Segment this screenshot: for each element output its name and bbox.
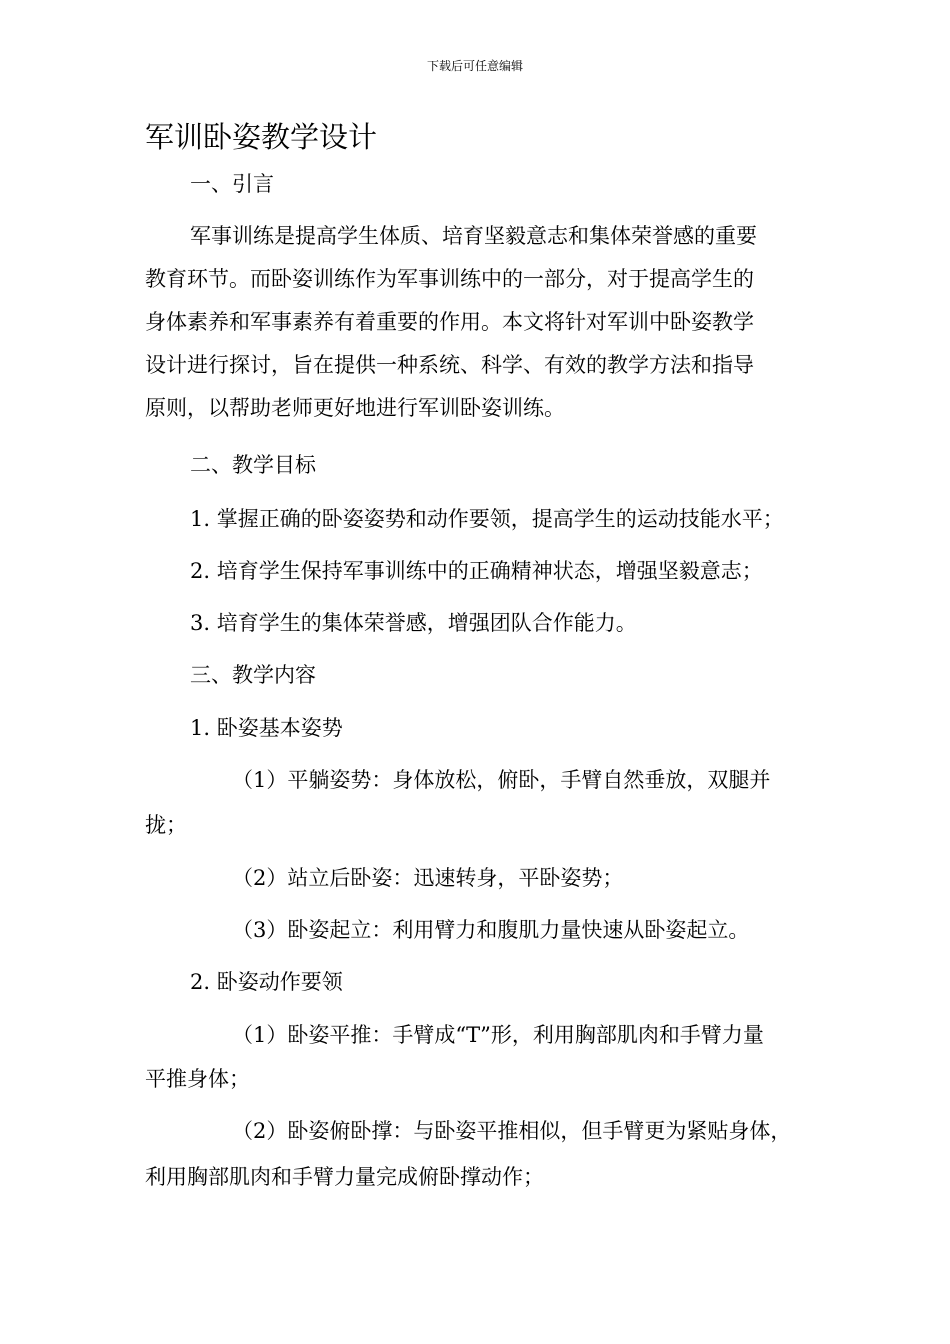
list-item: （2）站立后卧姿：迅速转身，平卧姿势；: [232, 866, 624, 890]
paragraph-line: 身体素养和军事素养有着重要的作用。本文将针对军训中卧姿教学: [145, 310, 754, 334]
list-item: 3. 培育学生的集体荣誉感，增强团队合作能力。: [190, 611, 637, 635]
paragraph-line: 设计进行探讨，旨在提供一种系统、科学、有效的教学方法和指导: [145, 353, 754, 377]
list-item: 1. 掌握正确的卧姿姿势和动作要领，提高学生的运动技能水平；: [190, 507, 784, 531]
section-heading-intro: 一、引言: [190, 172, 274, 196]
paragraph-line: 军事训练是提高学生体质、培育坚毅意志和集体荣誉感的重要: [190, 224, 757, 248]
list-item-continuation: 平推身体；: [145, 1067, 250, 1091]
subsection-heading: 1. 卧姿基本姿势: [190, 716, 343, 740]
list-item-continuation: 拢；: [145, 813, 187, 837]
section-heading-goals: 二、教学目标: [190, 453, 316, 477]
paragraph-line: 原则，以帮助老师更好地进行军训卧姿训练。: [145, 396, 565, 420]
section-heading-content: 三、教学内容: [190, 663, 316, 687]
list-item: （3）卧姿起立：利用臂力和腹肌力量快速从卧姿起立。: [232, 918, 750, 942]
list-item: （2）卧姿俯卧撑：与卧姿平推相似，但手臂更为紧贴身体，: [232, 1119, 792, 1143]
page-header: 下载后可任意编辑: [426, 59, 523, 73]
document-title: 军训卧姿教学设计: [145, 120, 378, 154]
list-item-continuation: 利用胸部肌肉和手臂力量完成俯卧撑动作；: [145, 1165, 544, 1189]
list-item: （1）卧姿平推：手臂成“T”形，利用胸部肌肉和手臂力量: [232, 1023, 764, 1047]
list-item: （1）平躺姿势：身体放松，俯卧，手臂自然垂放，双腿并: [232, 768, 771, 792]
list-item: 2. 培育学生保持军事训练中的正确精神状态，增强坚毅意志；: [190, 559, 763, 583]
subsection-heading: 2. 卧姿动作要领: [190, 970, 343, 994]
paragraph-line: 教育环节。而卧姿训练作为军事训练中的一部分，对于提高学生的: [145, 267, 754, 291]
